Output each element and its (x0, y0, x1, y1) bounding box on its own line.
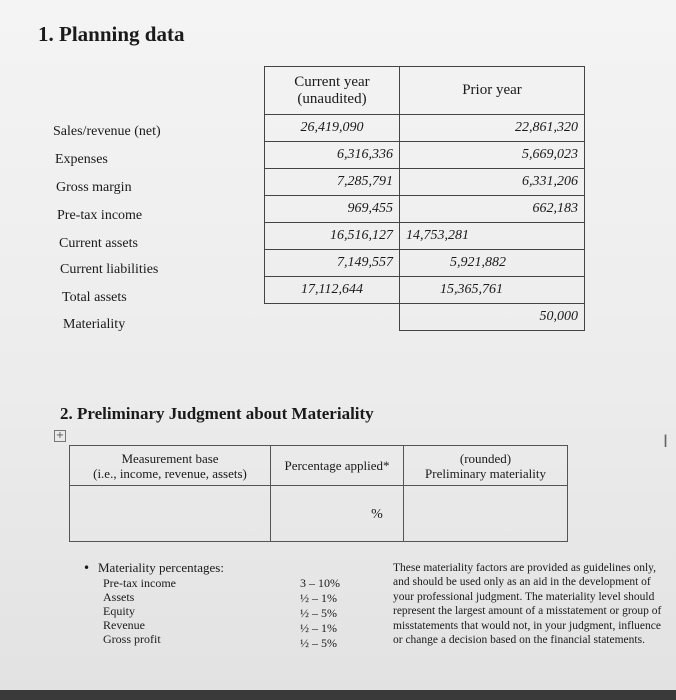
measurement-base-sublabel: (i.e., income, revenue, assets) (93, 465, 247, 481)
preliminary-materiality-input[interactable] (404, 486, 568, 542)
note-value-equity: ½ – 5% (300, 606, 337, 620)
percentage-applied-input[interactable] (271, 486, 404, 542)
table-row (265, 142, 585, 169)
total-assets-prior-cell: 15,365,761 (400, 277, 585, 304)
percent-symbol: % (371, 506, 383, 522)
pretax-income-prior-cell: 662,183 (400, 196, 585, 223)
row-label-current-liabilities: Current liabilities (60, 262, 159, 277)
measurement-base-label: Measurement base (121, 450, 219, 466)
materiality-judgment-table (69, 445, 568, 542)
note-item-assets: Assets (103, 590, 135, 604)
total-assets-current-cell: 17,112,644 (265, 277, 400, 304)
table-row (265, 115, 585, 142)
preliminary-materiality-header (404, 446, 568, 486)
table-row (265, 304, 585, 331)
page-edge (0, 690, 676, 700)
sales-current-cell: 26,419,090 (265, 115, 400, 142)
bullet-icon: • (83, 561, 91, 575)
expenses-prior-cell: 5,669,023 (400, 142, 585, 169)
row-label-sales: Sales/revenue (net) (53, 124, 161, 139)
note-value-pretax-income: 3 – 10% (300, 576, 340, 590)
measurement-base-input[interactable] (70, 486, 271, 542)
sales-prior-cell: 22,861,320 (400, 115, 585, 142)
unaudited-label: (unaudited) (297, 90, 367, 107)
current-year-label: Current year (294, 73, 370, 90)
current-liabilities-current-cell: 7,149,557 (265, 250, 400, 277)
table-row (265, 250, 585, 277)
planning-header-row (265, 67, 585, 115)
row-label-expenses: Expenses (55, 152, 108, 167)
preliminary-materiality-label: Preliminary materiality (425, 465, 546, 481)
materiality-prior-cell: 50,000 (400, 304, 585, 331)
materiality-percentages-title: Materiality percentages: (98, 560, 224, 575)
materiality-current-cell (265, 304, 400, 331)
row-label-pretax-income: Pre-tax income (57, 208, 143, 223)
row-label-materiality: Materiality (63, 317, 126, 332)
rounded-label: (rounded) (459, 450, 512, 466)
section1-title: 1. Planning data (38, 22, 185, 46)
table-move-handle-icon[interactable]: + (55, 430, 65, 441)
planning-data-table (264, 66, 585, 331)
section2-title: 2. Preliminary Judgment about Materiality (60, 404, 374, 423)
measurement-base-header (70, 446, 271, 486)
table-row (265, 223, 585, 250)
current-year-header (265, 67, 400, 115)
text-cursor-icon: I (663, 432, 669, 452)
note-item-pretax-income: Pre-tax income (103, 576, 176, 590)
note-value-gross-profit: ½ – 5% (300, 636, 337, 650)
materiality-guidance-text: These materiality factors are provided as guidelines only, and should be used only as an aid in the development of your professional judgment. The materiality level should represent the largest amount of a misstatement or group of misstatements that would not, in your judgment, influence or change a decision based on the financial statements. (393, 562, 662, 647)
expenses-current-cell: 6,316,336 (265, 142, 400, 169)
current-assets-prior-cell: 14,753,281 (400, 223, 585, 250)
row-label-current-assets: Current assets (59, 236, 138, 251)
prior-year-header: Prior year (400, 67, 585, 115)
pretax-income-current-cell: 969,455 (265, 196, 400, 223)
table-row (265, 169, 585, 196)
gross-margin-current-cell: 7,285,791 (265, 169, 400, 196)
percentage-applied-header: Percentage applied* (271, 446, 404, 486)
note-item-equity: Equity (103, 604, 135, 618)
row-label-total-assets: Total assets (62, 290, 127, 305)
table-row (265, 277, 585, 304)
gross-margin-prior-cell: 6,331,206 (400, 169, 585, 196)
note-item-gross-profit: Gross profit (103, 632, 161, 646)
judgment-input-row (70, 486, 568, 542)
current-assets-current-cell: 16,516,127 (265, 223, 400, 250)
table-row (265, 196, 585, 223)
note-value-revenue: ½ – 1% (300, 621, 337, 635)
judgment-header-row (70, 446, 568, 486)
note-item-revenue: Revenue (103, 618, 145, 632)
current-liabilities-prior-cell: 5,921,882 (400, 250, 585, 277)
note-value-assets: ½ – 1% (300, 591, 337, 605)
row-label-gross-margin: Gross margin (56, 180, 132, 195)
